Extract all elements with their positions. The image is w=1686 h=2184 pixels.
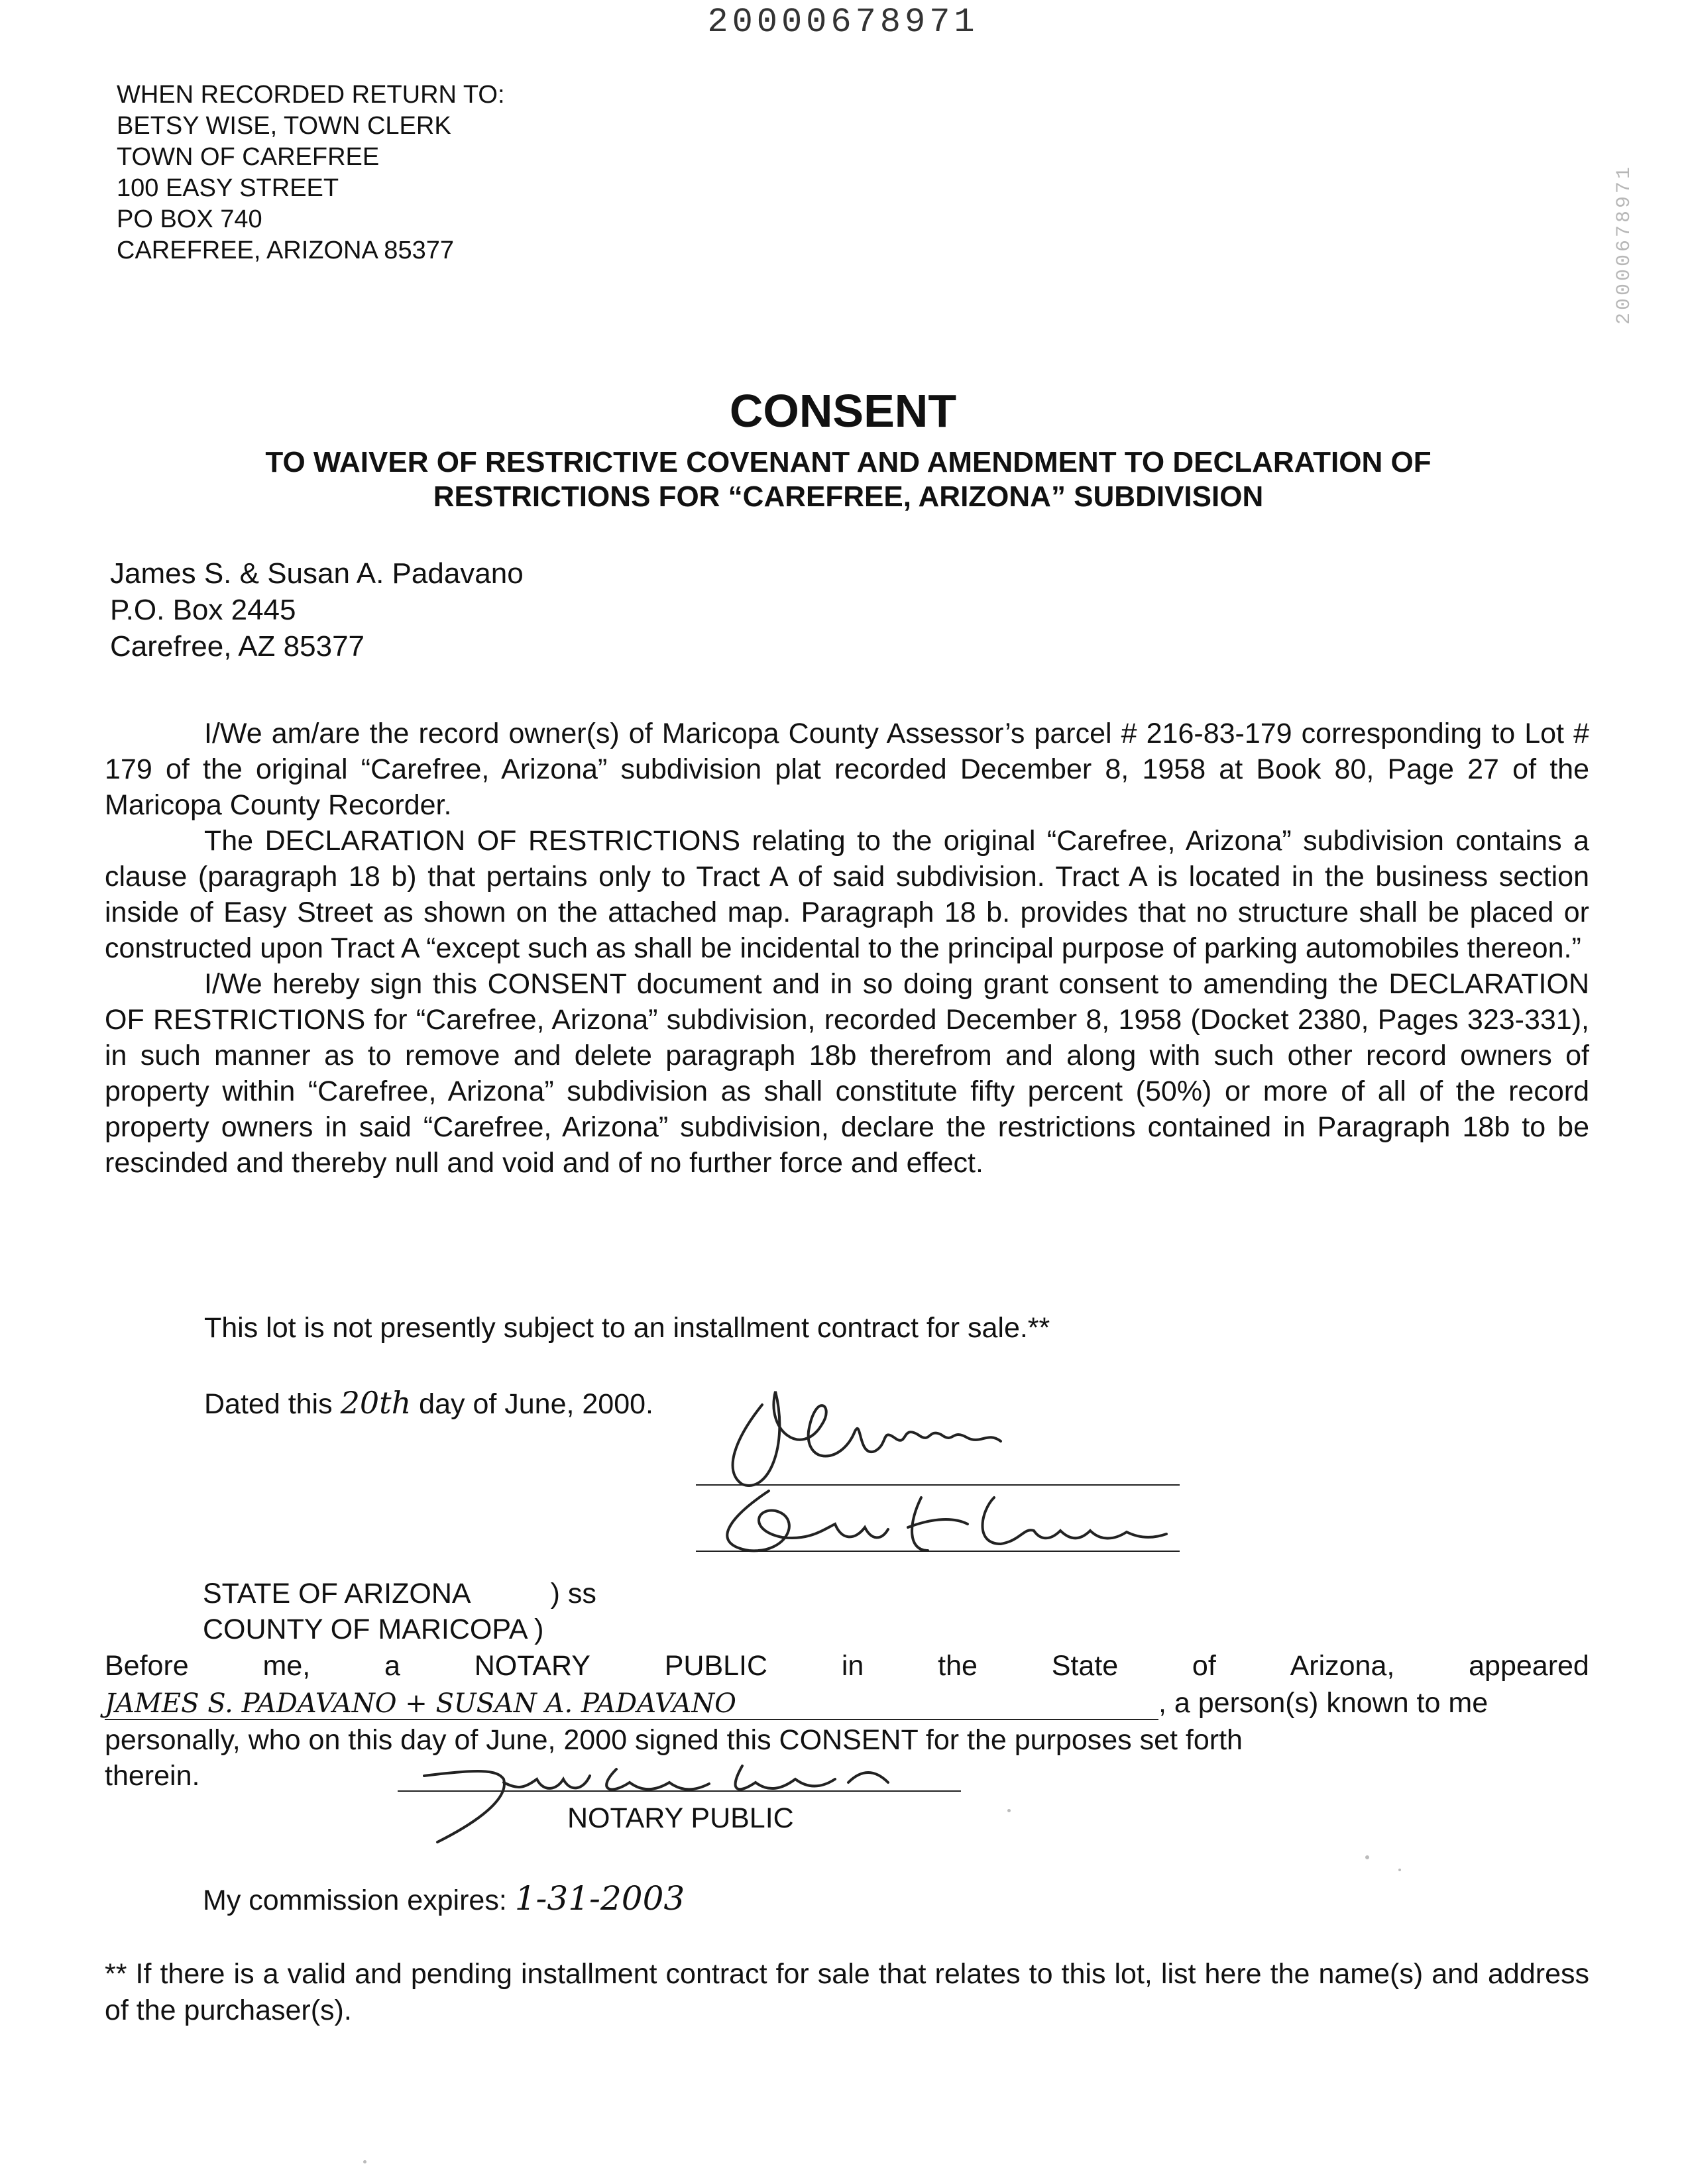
notary-row-1 [105, 1650, 1589, 1682]
signature-1 [733, 1392, 1001, 1486]
subtitle-line: TO WAIVER OF RESTRICTIVE COVENANT AND AMENDMENT TO DECLARATION OF [265, 446, 1432, 478]
notary-word: State [1051, 1650, 1119, 1682]
return-line: CAREFREE, ARIZONA 85377 [117, 237, 454, 264]
scan-speck [1365, 1855, 1369, 1859]
signature-line-1 [696, 1484, 1180, 1486]
scan-speck [363, 2160, 366, 2163]
consent-body [105, 716, 1589, 1181]
scan-speck [1398, 1869, 1401, 1871]
dated-day: 20th [340, 1385, 412, 1421]
signature-2 [727, 1491, 1166, 1551]
notary-word: Before [105, 1650, 189, 1682]
commission-label: My commission expires: [203, 1884, 507, 1916]
notary-row-3: personally, who on this day of June, 2000 signed this CONSENT for the purposes set forth [105, 1724, 1243, 1756]
document-title: CONSENT [729, 385, 957, 437]
notary-row-2-suffix: , a person(s) known to me [1158, 1687, 1489, 1719]
notary-word: in [841, 1650, 864, 1682]
return-line: WHEN RECORDED RETURN TO: [117, 81, 505, 109]
body-paragraph: I/We am/are the record owner(s) of Maricopa County Assessor’s parcel # 216-83-179 corresponding to Lot # 179 of the original “Carefree, Arizona” subdivision plat recorded December 8, 1958 at Book 80, Page 27 of the Maricopa County Recorder. [105, 718, 1589, 821]
notary-word: Arizona, [1290, 1650, 1395, 1682]
owner-address: P.O. Box 2445 [110, 594, 296, 626]
notary-word: the [938, 1650, 978, 1682]
dated-prefix: Dated this [204, 1388, 333, 1420]
venue-block [203, 1576, 596, 1647]
dated-line [204, 1385, 653, 1421]
document-subtitle [166, 445, 1531, 514]
notary-row-2 [105, 1687, 1589, 1720]
body-paragraph: The DECLARATION OF RESTRICTIONS relating to the original “Carefree, Arizona” subdivision contains a clause (paragraph 18 b) that pertains only to Tract A of said subdivision. Tract A is located in the business section inside of Easy Street as shown on the attached map. Paragraph 18 b. provides that no structure shall be placed or constructed upon Tract A “except such as shall be incidental to the principal purpose of parking automobiles thereon.” [105, 825, 1589, 964]
dated-suffix: day of June, 2000. [419, 1388, 653, 1420]
notary-word: PUBLIC [664, 1650, 768, 1682]
subtitle-line: RESTRICTIONS FOR “CAREFREE, ARIZONA” SUBDIVISION [433, 480, 1264, 513]
notary-word: me, [262, 1650, 311, 1682]
document-number: 20000678971 [707, 3, 979, 42]
return-line: BETSY WISE, TOWN CLERK [117, 112, 451, 140]
commission-line [203, 1879, 685, 1918]
scan-speck [1007, 1809, 1011, 1812]
notary-word: appeared [1469, 1650, 1589, 1682]
signature-block [689, 1352, 1193, 1570]
notary-row-4: therein. [105, 1760, 200, 1792]
body-paragraph: I/We hereby sign this CONSENT document and in so doing grant consent to amending the DECLARATION OF RESTRICTIONS for “Carefree, Arizona” subdivision, recorded December 8, 1958 (Docket 2380, Pages 323-331), in such manner as to remove and delete paragraph 18b therefrom and along with such other record owners of property within “Carefree, Arizona” subdivision as shall constitute fifty percent (50%) or more of all of the record property owners in said “Carefree, Arizona” subdivision, declare the restrictions contained in Paragraph 18b to be rescinded and thereby null and void and of no further force and effect. [105, 968, 1589, 1179]
signature-line-2 [696, 1551, 1180, 1552]
commission-date: 1-31-2003 [514, 1879, 685, 1918]
side-recording-stamp: 20000678971 [1613, 164, 1636, 325]
venue-county: COUNTY OF MARICOPA ) [203, 1613, 544, 1645]
notary-word: a [384, 1650, 400, 1682]
return-line: TOWN OF CAREFREE [117, 143, 380, 171]
venue-state: STATE OF ARIZONA [203, 1578, 471, 1610]
notary-public-label: NOTARY PUBLIC [567, 1802, 794, 1834]
installment-note: This lot is not presently subject to an installment contract for sale.** [204, 1312, 1050, 1344]
venue-ss: ) ss [550, 1578, 596, 1610]
return-address-block [117, 80, 505, 266]
footnote: ** If there is a valid and pending installment contract for sale that relates to this lot, list here the name(s) and address of the purchaser(s). [105, 1958, 1589, 2026]
return-line: PO BOX 740 [117, 205, 262, 233]
owner-name: James S. & Susan A. Padavano [110, 557, 524, 590]
notary-word: of [1192, 1650, 1216, 1682]
owner-block [110, 555, 524, 665]
notary-word: NOTARY [474, 1650, 590, 1682]
appeared-names: JAMES S. PADAVANO + SUSAN A. PADAVANO [105, 1688, 1158, 1720]
owner-city: Carefree, AZ 85377 [110, 630, 365, 663]
return-line: 100 EASY STREET [117, 174, 339, 202]
